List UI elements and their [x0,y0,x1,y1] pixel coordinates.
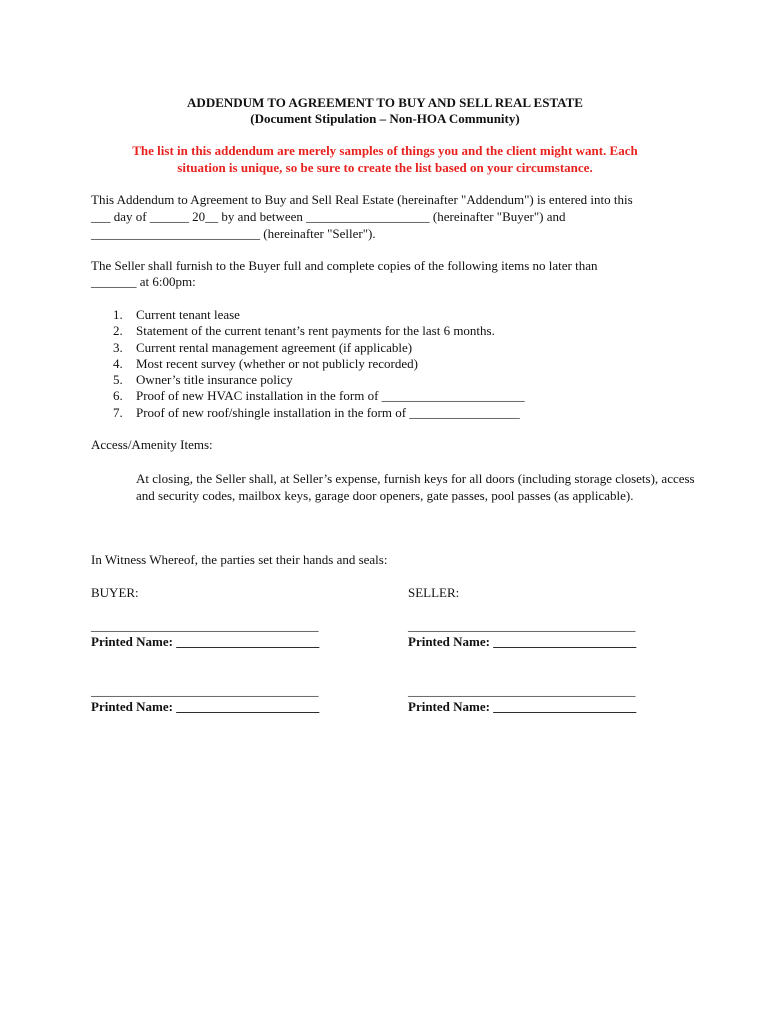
access-body: At closing, the Seller shall, at Seller’s expense, furnish keys for all doors (including storage closets), access and security codes, mailbox keys, garage door openers, gate passes, pool passes (as applicable). [136,471,695,503]
instruction-note-line-2: situation is unique, so be sure to create the list based on your circumstance. [177,160,593,175]
buyer-signature-line-1[interactable]: ___________________________________ [91,618,319,633]
list-item: 1. Current tenant lease [113,307,240,322]
instruction-note-line-1: The list in this addendum are merely samples of things you and the client might want. Each [132,143,638,158]
list-item: 6. Proof of new HVAC installation in the form of ______________________ [113,388,525,404]
list-item: 2. Statement of the current tenant’s rent payments for the last 6 months. [113,323,495,339]
buyer-printed-name-1[interactable]: Printed Name: ______________________ [91,634,320,649]
intro-line-3: __________________________ (hereinafter "Seller"). [91,226,376,241]
buyer-label: BUYER: [91,585,139,600]
furnish-line-2: _______ at 6:00pm: [91,274,196,289]
seller-signature-line-2[interactable]: ___________________________________ [408,683,636,698]
list-item: 4. Most recent survey (whether or not publicly recorded) [113,355,418,371]
buyer-printed-name-2[interactable]: Printed Name: ______________________ [91,699,320,714]
items-list [113,307,525,421]
document-title: ADDENDUM TO AGREEMENT TO BUY AND SELL REAL ESTATE [187,95,583,110]
furnish-line-1: The Seller shall furnish to the Buyer full and complete copies of the following items no later than [91,258,598,273]
intro-line-1: This Addendum to Agreement to Buy and Sell Real Estate (hereinafter "Addendum") is entered into this [91,192,633,207]
seller-signature-line-1[interactable]: ___________________________________ [408,618,636,633]
seller-label: SELLER: [408,585,460,600]
document-subtitle: (Document Stipulation – Non-HOA Community) [250,111,520,126]
seller-printed-name-1[interactable]: Printed Name: ______________________ [408,634,637,649]
witness-statement: In Witness Whereof, the parties set their hands and seals: [91,552,388,567]
buyer-signature-line-2[interactable]: ___________________________________ [91,683,319,698]
intro-line-2: ___ day of ______ 20__ by and between ___________________ (hereinafter "Buyer") and [91,209,566,224]
list-item: 5. Owner’s title insurance policy [113,372,293,388]
seller-printed-name-2[interactable]: Printed Name: ______________________ [408,699,637,714]
list-item: 3. Current rental management agreement (if applicable) [113,339,413,355]
access-heading: Access/Amenity Items: [91,437,213,452]
list-item: 7. Proof of new roof/shingle installation in the form of _________________ [113,404,520,420]
